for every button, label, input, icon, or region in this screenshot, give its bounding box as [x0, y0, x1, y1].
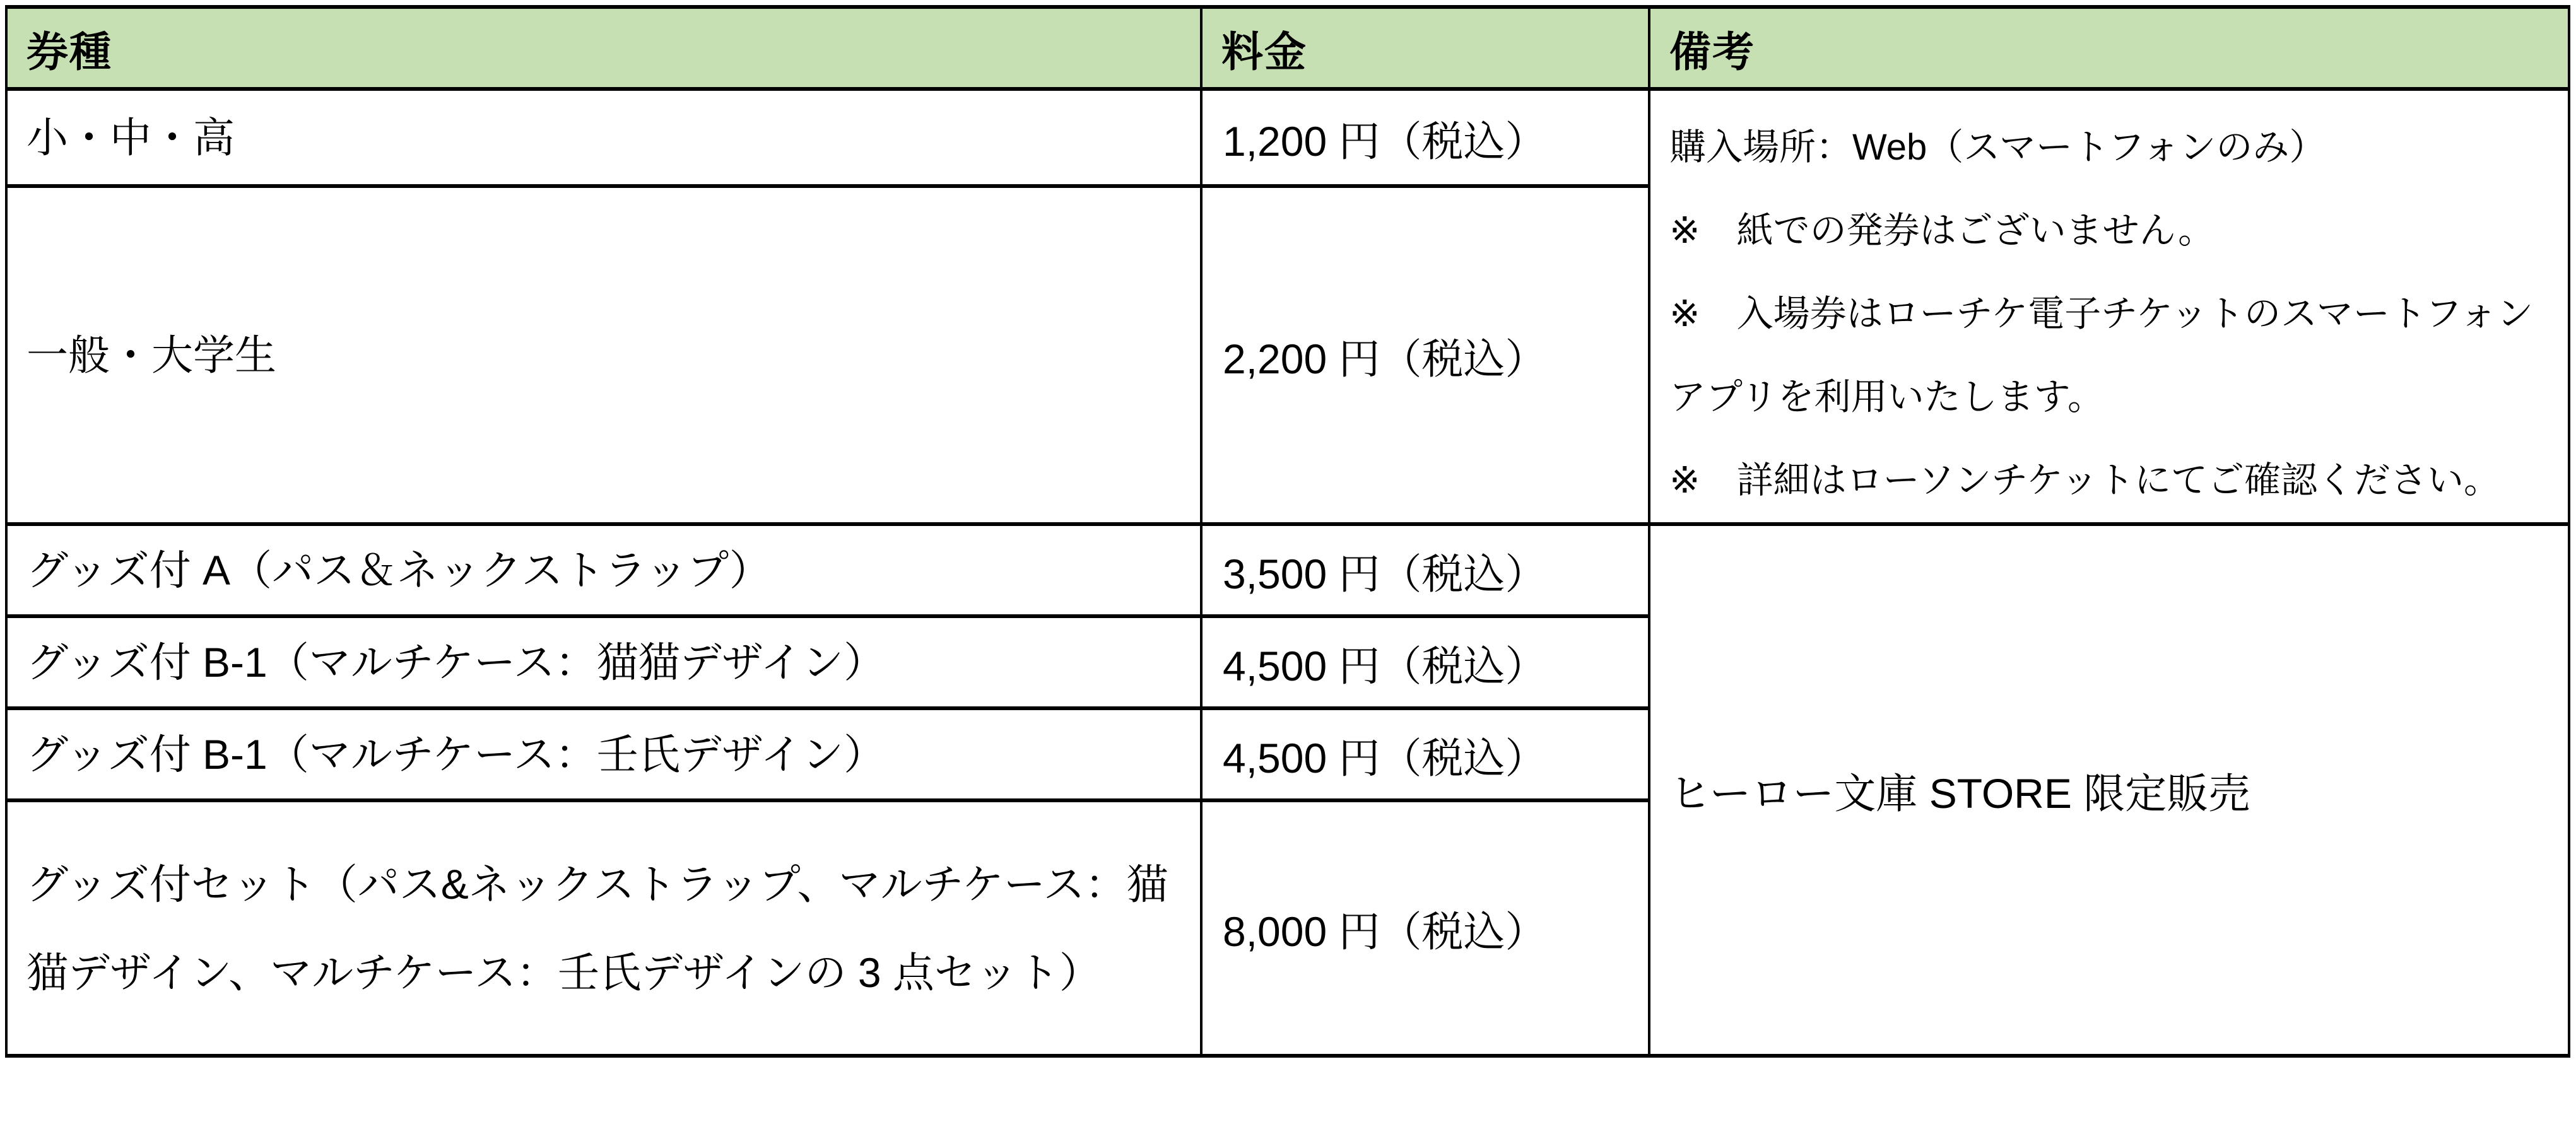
price-cell: 3,500 円（税込）: [1201, 524, 1649, 616]
notes-cell-store-exclusive: ヒーロー文庫 STORE 限定販売: [1649, 524, 2569, 1056]
ticket-type-cell: グッズ付セット（パス&ネックストラップ、マルチケース：猫猫デザイン、マルチケース：壬氏デザインの 3 点セット）: [6, 800, 1201, 1056]
table-row-goods-a: [6, 524, 2569, 616]
table-row-students: [6, 89, 2569, 186]
header-notes: 備考: [1649, 7, 2569, 89]
ticket-type-cell: グッズ付 B-1（マルチケース：猫猫デザイン）: [6, 616, 1201, 708]
price-cell: 8,000 円（税込）: [1201, 800, 1649, 1056]
header-row: [6, 7, 2569, 89]
note-purchase-location: 購入場所：Web（スマートフォンのみ）: [1669, 127, 2326, 168]
header-price: 料金: [1201, 7, 1649, 89]
note-no-paper-ticket: ※ 紙での発券はございません。: [1669, 210, 2215, 251]
notes-cell-web-purchase: [1649, 89, 2569, 524]
price-cell: 4,500 円（税込）: [1201, 616, 1649, 708]
note-lawson-ticket-details: ※ 詳細はローソンチケットにてご確認ください。: [1669, 460, 2501, 501]
price-cell: 1,200 円（税込）: [1201, 89, 1649, 186]
price-cell: 4,500 円（税込）: [1201, 708, 1649, 800]
ticket-type-cell: 一般・大学生: [6, 186, 1201, 524]
ticket-type-cell: グッズ付 A（パス＆ネックストラップ）: [6, 524, 1201, 616]
ticket-type-cell: 小・中・高: [6, 89, 1201, 186]
header-ticket-type: 券種: [6, 7, 1201, 89]
note-smartphone-app: ※ 入場券はローチケ電子チケットのスマートフォンアプリを利用いたします。: [1669, 293, 2534, 418]
price-cell: 2,200 円（税込）: [1201, 186, 1649, 524]
ticket-price-table: [5, 5, 2570, 1058]
ticket-type-cell: グッズ付 B-1（マルチケース：壬氏デザイン）: [6, 708, 1201, 800]
